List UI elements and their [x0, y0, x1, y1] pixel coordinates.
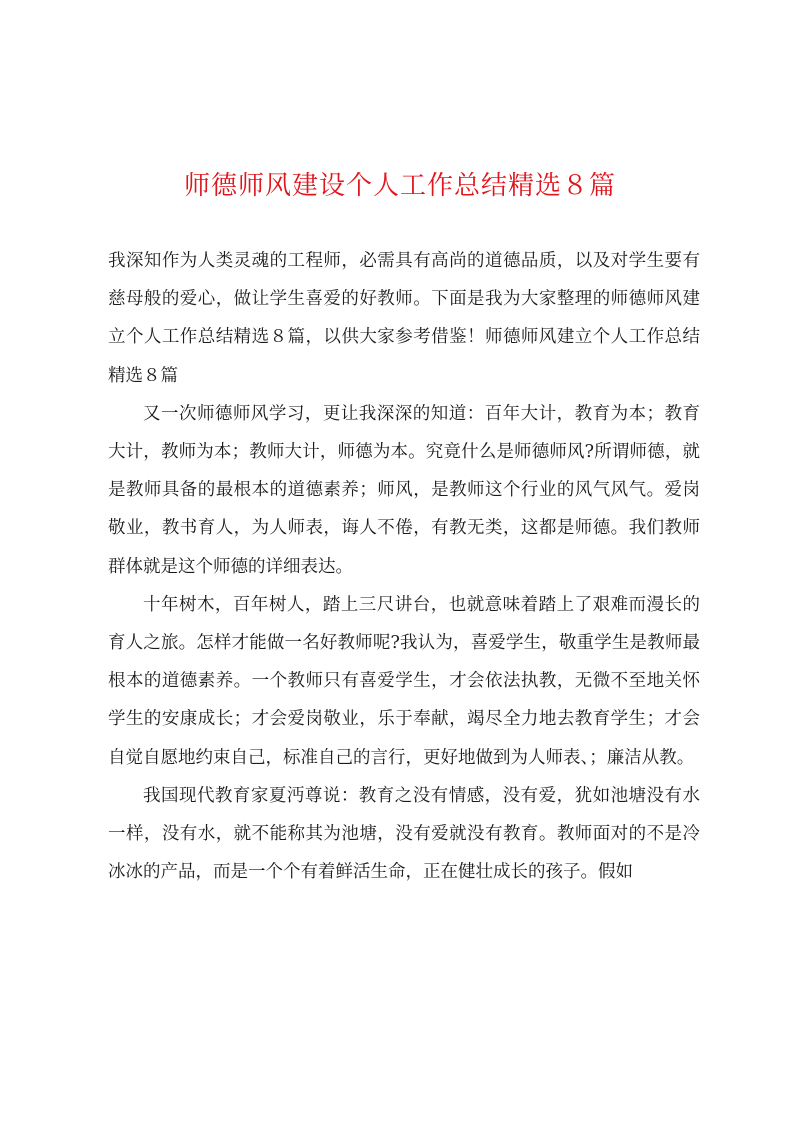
paragraph-intro: 我深知作为人类灵魂的工程师，必需具有高尚的道德品质，以及对学生要有慈母般的爱心，做让学生喜爱的好教师。下面是我为大家整理的师德师风建立个人工作总结精选８篇，以供大家参考借鉴！师德师风建立个人工作总结精选８篇 [108, 251, 700, 386]
paragraph-1: 又一次师德师风学习，更让我深深的知道：百年大计，教育为本；教育大计，教师为本；教师大计，师德为本。究竟什么是师德师风?所谓师德，就是教师具备的最根本的道德素养；师风，是教师这个行业的风气风气。爱岗敬业，教书育人，为人师表，诲人不倦，有教无类，这都是师德。我们教师群体就是这个师德的详细表达。 [108, 403, 700, 577]
paragraph-3: 我国现代教育家夏沔尊说：教育之没有情感，没有爱，犹如池塘没有水一样，没有水，就不能称其为池塘，没有爱就没有教育。教师面对的不是冷冰冰的产品，而是一个个有着鲜活生命，正在健壮成长的孩子。假如 [108, 785, 700, 883]
document-body [108, 242, 700, 891]
paragraph-2: 十年树木，百年树人，踏上三尺讲台，也就意味着踏上了艰难而漫长的育人之旅。怎样才能做一名好教师呢?我认为，喜爱学生，敬重学生是教师最根本的道德素养。一个教师只有喜爱学生，才会依法执教，无微不至地关怀学生的安康成长；才会爱岗敬业，乐于奉献，竭尽全力地去教育学生；才会自觉自愿地约束自己，标准自己的言行，更好地做到为人师表、；廉洁从教。 [108, 594, 700, 768]
document-title: 师德师风建设个人工作总结精选８篇 [183, 171, 616, 201]
